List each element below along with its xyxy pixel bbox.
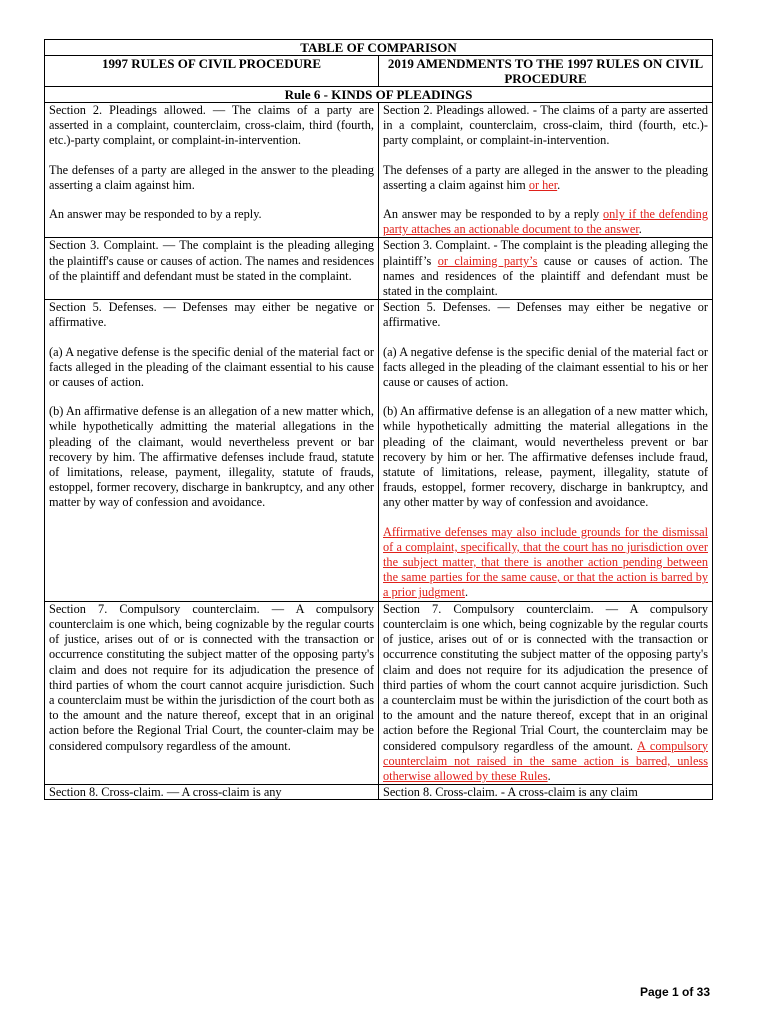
section-5-2019-para-1: Section 5. Defenses. — Defenses may either be negative or affirmative.: [383, 300, 708, 330]
unchanged-text: .: [464, 585, 469, 600]
amendment-text: A compulsory counterclaim not raised in the same action is barred, unless otherwise allowed by these Rules: [383, 738, 708, 783]
section-5-2019-para-3: (b) An affirmative defense is an allegation of a new matter which, while hypothetically admitting the material allegations in the pleading of the claimant, would nevertheless prevent or bar recovery by him or her. The affirmative defenses include fraud, statute of limitations, release, payment, illegality, statute of frauds, estoppel, former recovery, discharge in bankruptcy, and any other matter by way of confession and avoidance.: [383, 404, 708, 510]
section-7-1997-text: Section 7. Compulsory counterclaim. — A compulsory counterclaim is one which, being cognizable by the regular courts of justice, arises out of or is connected with the transaction or occurrence constituting the subject matter of the opposing party's claim and does not require for its adjudication the presence of third parties of whom the court cannot acquire jurisdiction. Such a counterclaim must be within the jurisdiction of the court both as to the amount and the nature thereof, except that in an original action before the Regional Trial Court, the counter-claim may be considered compulsory regardless of the amount.: [49, 601, 374, 753]
unchanged-text: Section 3. Complaint. - The complaint is the pleading alleging the plaintiff’s: [383, 238, 708, 268]
rule-heading-row: [45, 87, 713, 103]
section-7-row: [45, 601, 713, 784]
section-7-2019: [379, 601, 713, 784]
section-7-2019-text: [383, 602, 708, 784]
section-5-2019-para-4: [383, 525, 708, 601]
section-5-row: [45, 300, 713, 601]
section-3-1997: [45, 238, 379, 300]
unchanged-text: .: [557, 177, 561, 192]
section-5-2019: [379, 300, 713, 601]
section-3-2019-text: [383, 238, 708, 299]
column-header-row: [45, 56, 713, 87]
section-2-1997: [45, 103, 379, 238]
amendment-text: or claiming party’s: [437, 253, 538, 268]
section-5-1997-para-3: (b) An affirmative defense is an allegation of a new matter which, while hypothetically admitting the material allegations in the pleading of the claimant, would nevertheless prevent or bar recovery by him. The affirmative defenses include fraud, statute of limitations, release, payment, illegality, statute of frauds, estoppel, former recovery, discharge in bankruptcy, and any other matter by way of confession and avoidance.: [49, 404, 374, 510]
section-8-2019-text: Section 8. Cross-claim. - A cross-claim is any claim: [383, 785, 638, 800]
title-row: [45, 40, 713, 56]
page-number: Page 1 of 33: [639, 985, 710, 999]
section-7-1997: [45, 601, 379, 784]
section-5-1997-para-1: Section 5. Defenses. — Defenses may either be negative or affirmative.: [49, 300, 374, 330]
amendment-text: only if the defending party attaches an actionable document to the answer: [383, 207, 708, 237]
section-8-1997-text: Section 8. Cross-claim. — A cross-claim is any: [49, 785, 282, 800]
section-5-2019-para-2: (a) A negative defense is the specific denial of the material fact or facts alleged in the pleading of the claimant essential to his or her cause or causes of action.: [383, 344, 708, 390]
comparison-table: [44, 39, 713, 800]
section-8-row: [45, 785, 713, 800]
unchanged-text: The defenses of a party are alleged in the answer to the pleading asserting a claim against him: [383, 162, 708, 192]
section-2-row: [45, 103, 713, 238]
unchanged-text: An answer may be responded to by a reply: [383, 207, 603, 222]
amendment-text: or her: [528, 177, 558, 192]
amendment-text: Affirmative defenses may also include grounds for the dismissal of a complaint, specifically, that the court has no jurisdiction over the subject matter, that there is another action pending between the same parties for the same cause, or that the action is barred by a prior judgment: [383, 524, 708, 600]
unchanged-text: .: [547, 768, 551, 783]
unchanged-text: cause or causes of action. The names and residences of the plaintiff and defendant must be stated in the complaint.: [383, 253, 709, 299]
unchanged-text: Section 7. Compulsory counterclaim. — A compulsory counterclaim is one which, being cognizable by the regular courts of justice, arises out of or is connected with the transaction or occurrence constituting the subject matter of the opposing party's claim and does not require for its adjudication the presence of third parties of whom the court cannot acquire jurisdiction. Such a counterclaim must be within the jurisdiction of the court both as to the amount and the nature thereof, except that in an original action before the Regional Trial Court, the counterclaim may be considered compulsory regardless of the amount.: [383, 601, 708, 753]
section-2-2019: [379, 103, 713, 238]
section-3-2019: [379, 238, 713, 300]
section-2-2019-para-2: [383, 163, 708, 193]
rule-heading: Rule 6 - KINDS OF PLEADINGS: [45, 87, 713, 103]
section-2-1997-para-3: An answer may be responded to by a reply.: [49, 207, 262, 222]
table-title: TABLE OF COMPARISON: [45, 40, 713, 56]
section-8-2019: [379, 785, 713, 800]
column-header-1997: 1997 RULES OF CIVIL PROCEDURE: [45, 56, 379, 87]
section-3-row: [45, 238, 713, 300]
section-2-1997-para-1: Section 2. Pleadings allowed. — The claims of a party are asserted in a complaint, counterclaim, cross-claim, third (fourth, etc.)-party complaint, or complaint-in-intervention.: [49, 103, 374, 148]
section-2-2019-para-1: Section 2. Pleadings allowed. - The claims of a party are asserted in a complaint, counterclaim, cross-claim, third (fourth, etc.)-party complaint, or complaint-in-intervention.: [383, 103, 708, 148]
column-header-2019: 2019 AMENDMENTS TO THE 1997 RULES ON CIVIL PROCEDURE: [379, 56, 713, 87]
section-3-1997-text: Section 3. Complaint. — The complaint is the pleading alleging the plaintiff's cause or causes of action. The names and residences of the plaintiff and defendant must be stated in the complaint.: [49, 238, 374, 283]
section-8-1997: [45, 785, 379, 800]
unchanged-text: .: [638, 222, 642, 237]
section-2-2019-para-3: [383, 207, 708, 237]
section-5-1997-para-2: (a) A negative defense is the specific denial of the material fact or facts alleged in the pleading of the claimant essential to his cause or causes of action.: [49, 344, 374, 390]
section-5-1997: [45, 300, 379, 601]
section-2-1997-para-2: The defenses of a party are alleged in the answer to the pleading asserting a claim against him.: [49, 162, 374, 192]
